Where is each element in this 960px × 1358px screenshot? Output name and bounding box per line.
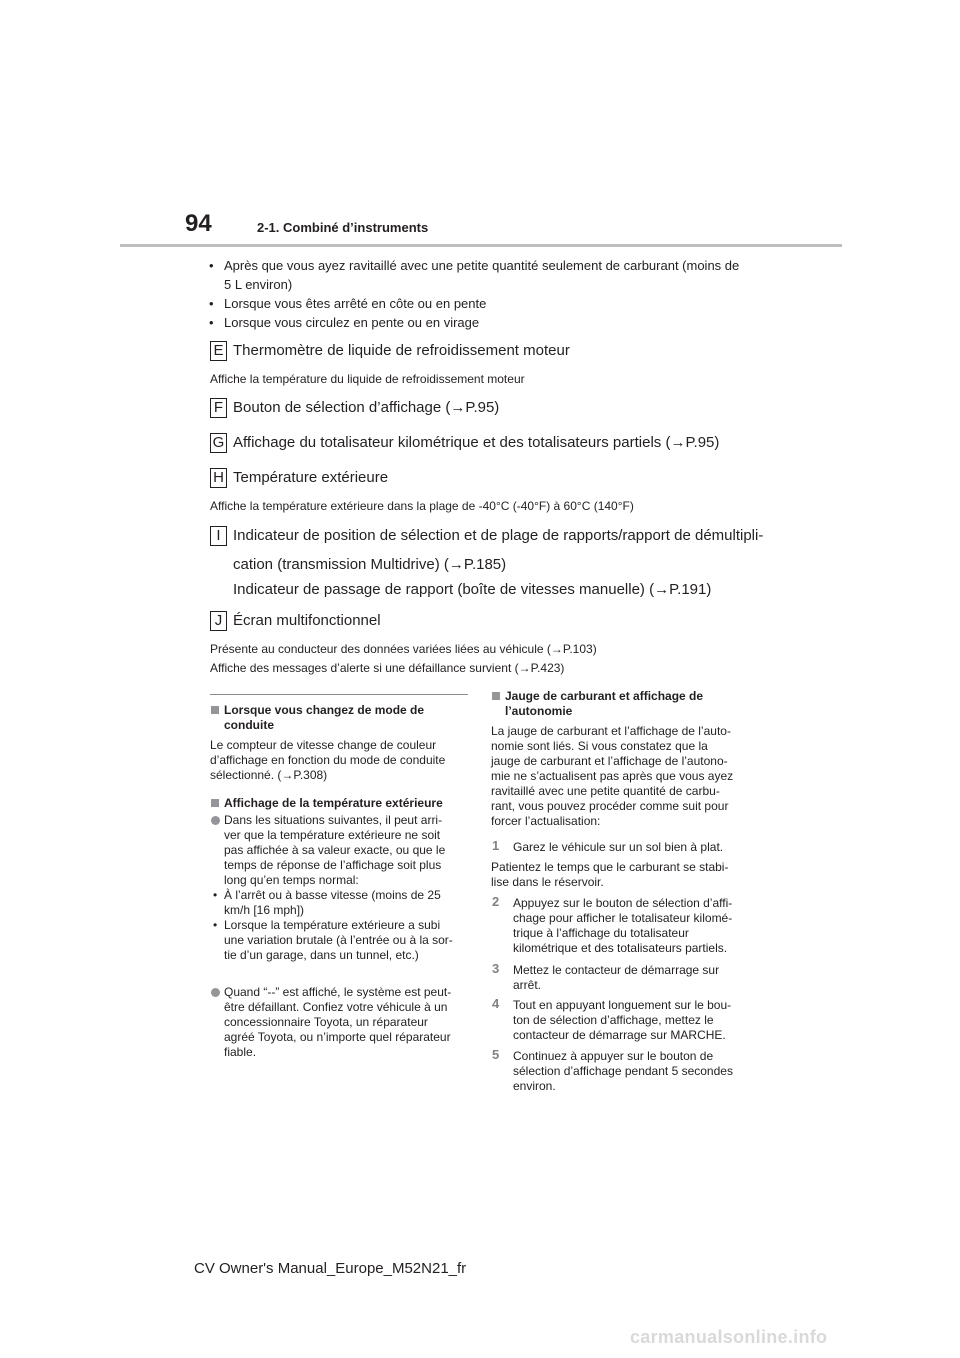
item-j-title: Écran multifonctionnel — [233, 612, 381, 629]
circle1-line-1: Dans les situations suivantes, il peut arri- — [224, 813, 443, 827]
note1-body-3: sélectionné. (→P.308) — [210, 768, 328, 782]
square-bullet-icon — [211, 706, 219, 714]
circle-bullet-icon — [211, 816, 220, 825]
label-i: I — [210, 526, 227, 546]
circle2-line-3: concessionnaire Toyota, un réparateur — [224, 1015, 428, 1029]
intro-bullet-2-text: Lorsque vous êtes arrêté en côte ou en pente — [224, 296, 487, 311]
circle2-line-5: fiable. — [224, 1045, 257, 1059]
item-i-title-line1: Indicateur de position de sélection et de plage de rapports/rapport de démultipli- — [233, 527, 764, 544]
square-bullet-icon — [492, 692, 500, 700]
step-3-line-1: Mettez le contacteur de démarrage sur — [513, 963, 720, 977]
circle1-line-3: pas affichée à sa valeur exacte, ou que le — [224, 843, 446, 857]
item-h-desc: Affiche la température extérieure dans la plage de -40°C (-40°F) à 60°C (140°F) — [210, 499, 634, 513]
bullet-dot: • — [213, 918, 218, 932]
step-number-3: 3 — [492, 961, 500, 976]
sub-bullet-2-line-1: Lorsque la température extérieure a subi — [224, 918, 441, 932]
step-2-line-2: chage pour afficher le totalisateur kilomé- — [513, 911, 733, 925]
step-number-2: 2 — [492, 894, 500, 909]
step-5-line-2: sélection d’affichage pendant 5 secondes — [513, 1064, 733, 1078]
item-f-title: Bouton de sélection d’affichage (→P.95) — [233, 399, 500, 416]
step-number-1: 1 — [492, 838, 500, 853]
page-number: 94 — [185, 210, 212, 237]
right-body-4: mie ne s’actualisent pas après que vous ayez — [491, 769, 734, 783]
sub-bullet-2-line-3: tie d’un garage, dans un tunnel, etc.) — [224, 948, 419, 962]
watermark: carmanualsonline.info — [630, 1327, 828, 1347]
right-body-5: ravitaillé avec une petite quantité de carbu- — [491, 784, 720, 798]
sub-bullet-1-line-1: À l’arrêt ou à basse vitesse (moins de 25 — [224, 888, 441, 902]
header-rule — [120, 244, 842, 247]
step-4-line-2: ton de sélection d’affichage, mettez le — [513, 1013, 714, 1027]
right-body-7: forcer l’actualisation: — [491, 814, 601, 828]
step-1-note-1: Patientez le temps que le carburant se stabi- — [491, 860, 729, 874]
footer-doc-id: CV Owner's Manual_Europe_M52N21_fr — [194, 1260, 467, 1277]
column-rule — [210, 694, 468, 695]
item-j-desc-2: Affiche des messages d’alerte si une défaillance survient (→P.423) — [210, 661, 565, 675]
circle1-line-5: long qu’en temps normal: — [224, 873, 359, 887]
section-title: 2-1. Combiné d’instruments — [257, 220, 429, 235]
label-e: E — [210, 341, 227, 361]
note1-heading-1: Lorsque vous changez de mode de — [224, 703, 425, 717]
label-g: G — [210, 433, 227, 453]
circle2-line-1: Quand “--” est affiché, le système est peut- — [224, 985, 452, 999]
right-body-3: jauge de carburant et l’affichage de l’autono- — [491, 754, 728, 768]
sub-bullet-1-line-2: km/h [16 mph]) — [224, 903, 305, 917]
item-i-title-line2: cation (transmission Multidrive) (→P.185) — [233, 556, 507, 573]
step-3-line-2: arrêt. — [513, 978, 542, 992]
circle1-line-4: temps de réponse de l’affichage soit plus — [224, 858, 442, 872]
note1-heading-2: conduite — [224, 718, 274, 732]
right-heading-1: Jauge de carburant et affichage de — [505, 689, 704, 703]
bullet-dot: • — [209, 296, 214, 311]
step-1-note-2: lise dans le réservoir. — [491, 875, 604, 889]
item-e-desc: Affiche la température du liquide de refroidissement moteur — [210, 372, 525, 386]
step-number-5: 5 — [492, 1047, 500, 1062]
note2-heading: Affichage de la température extérieure — [224, 796, 443, 810]
step-5-line-1: Continuez à appuyer sur le bouton de — [513, 1049, 714, 1063]
step-4-line-3: contacteur de démarrage sur MARCHE. — [513, 1028, 726, 1042]
label-h: H — [210, 468, 227, 488]
right-body-2: nomie sont liés. Si vous constatez que la — [491, 739, 708, 753]
item-g-title: Affichage du totalisateur kilométrique et des totalisateurs partiels (→P.95) — [233, 434, 720, 451]
bullet-dot: • — [209, 258, 214, 273]
right-body-6: rant, vous pouvez procéder comme suit pour — [491, 799, 729, 813]
item-h-title: Température extérieure — [233, 469, 389, 486]
step-5-line-3: environ. — [513, 1079, 556, 1093]
item-e-title: Thermomètre de liquide de refroidissement moteur — [233, 342, 570, 359]
circle2-line-2: être défaillant. Confiez votre véhicule à un — [224, 1000, 448, 1014]
right-heading-2: l’autonomie — [505, 704, 573, 718]
intro-bullet-3 — [209, 314, 480, 332]
square-bullet-icon — [211, 799, 219, 807]
note1-body-2: d’affichage en fonction du mode de conduite — [210, 753, 446, 767]
item-i-title-line3: Indicateur de passage de rapport (boîte de vitesses manuelle) (→P.191) — [233, 581, 712, 598]
step-2-line-3: trique à l’affichage du totalisateur — [513, 926, 689, 940]
intro-bullet-1 — [209, 257, 740, 275]
step-1-text: Garez le véhicule sur un sol bien à plat. — [513, 840, 724, 854]
circle1-line-2: ver que la température extérieure ne soit — [224, 828, 441, 842]
sub-bullet-2-line-2: une variation brutale (à l’entrée ou à la sor- — [224, 933, 453, 947]
bullet-dot: • — [209, 315, 214, 330]
step-2-line-4: kilométrique et des totalisateurs partiels. — [513, 941, 728, 955]
circle2-line-4: agréé Toyota, ou n’importe quel réparateur — [224, 1030, 451, 1044]
step-2-line-1: Appuyez sur le bouton de sélection d’affi- — [513, 896, 733, 910]
bullet-dot: • — [213, 888, 218, 902]
note1-body-1: Le compteur de vitesse change de couleur — [210, 738, 437, 752]
intro-bullet-1-text: Après que vous ayez ravitaillé avec une petite quantité seulement de carburant (moins de — [224, 258, 740, 273]
intro-bullet-3-text: Lorsque vous circulez en pente ou en virage — [224, 315, 480, 330]
label-f: F — [210, 398, 227, 418]
circle-bullet-icon — [211, 988, 220, 997]
item-j-desc-1: Présente au conducteur des données variées liées au véhicule (→P.103) — [210, 642, 597, 656]
intro-bullet-1-cont: 5 L environ) — [224, 277, 293, 292]
step-number-4: 4 — [492, 996, 500, 1011]
step-4-line-1: Tout en appuyant longuement sur le bou- — [513, 998, 732, 1012]
label-j: J — [210, 611, 227, 631]
intro-bullet-2 — [209, 295, 487, 313]
right-body-1: La jauge de carburant et l’affichage de l’auto- — [491, 724, 731, 738]
